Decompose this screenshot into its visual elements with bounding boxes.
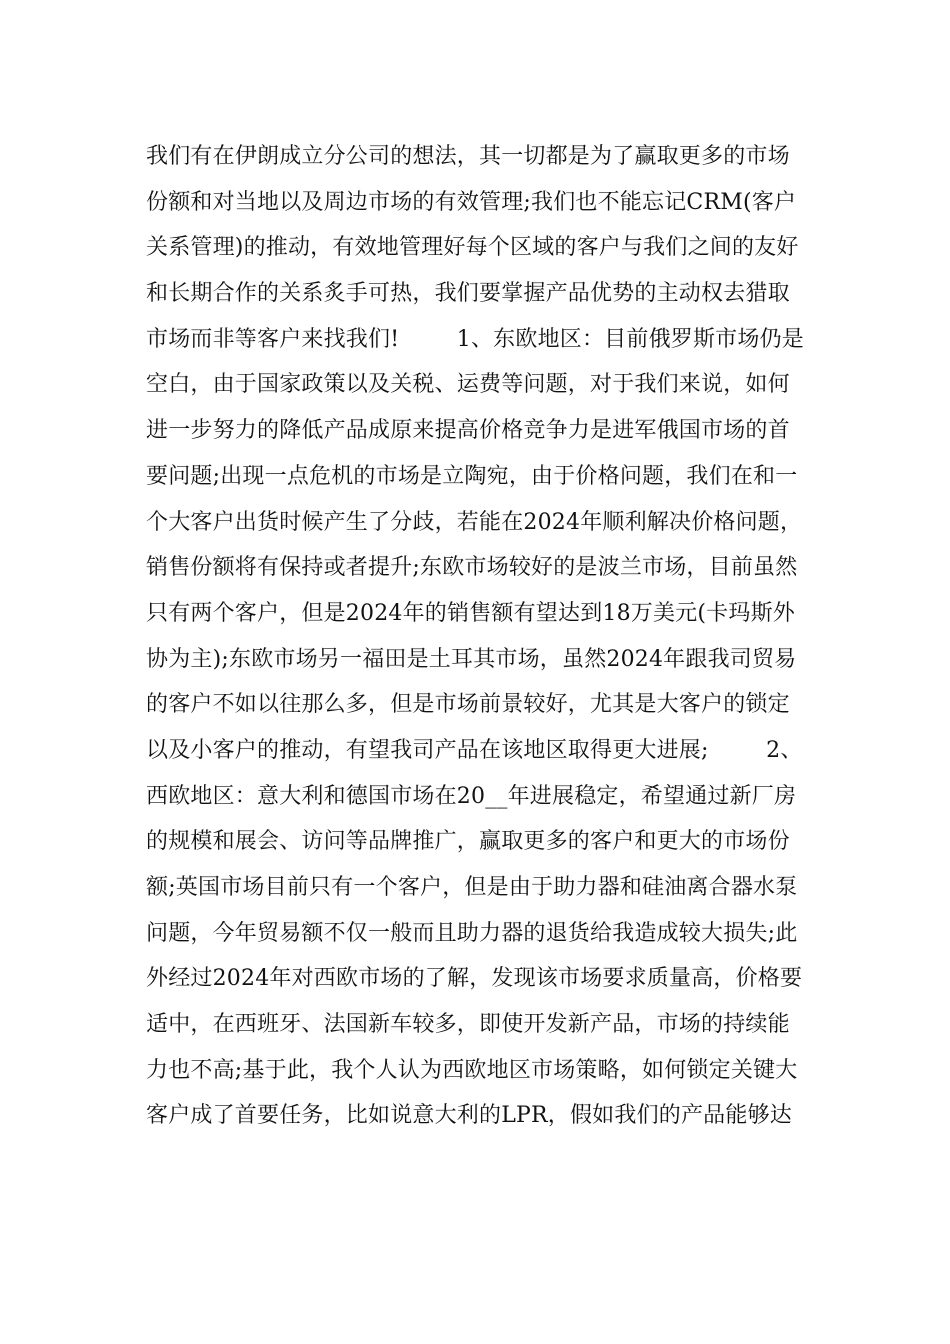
text-line: 要问题;出现一点危机的市场是立陶宛，由于价格问题，我们在和一 — [146, 463, 798, 489]
text-line: 关系管理)的推动，有效地管理好每个区域的客户与我们之间的友好 — [146, 235, 799, 261]
text-line: 以及小客户的推动，有望我司产品在该地区取得更大进展; 2、 — [146, 737, 803, 763]
text-line: 的客户不如以往那么多，但是市场前景较好，尤其是大客户的锁定 — [146, 692, 790, 718]
text-line: 额;英国市场目前只有一个客户，但是由于助力器和硅油离合器水泵 — [146, 875, 798, 900]
text-line: 个大客户出货时候产生了分歧，若能在2024年顺利解决价格问题， — [146, 509, 803, 535]
text-line: 客户成了首要任务，比如说意大利的LPR，假如我们的产品能够达 — [146, 1103, 792, 1129]
text-line: 力也不高;基于此，我个人认为西欧地区市场策略，如何锁定关键大 — [146, 1057, 798, 1083]
text-line: 西欧地区：意大利和德国市场在20__年进展稳定，希望通过新厂房 — [146, 783, 797, 809]
text-line: 市场而非等客户来找我们! 1、东欧地区：目前俄罗斯市场仍是 — [146, 326, 804, 352]
text-line: 适中，在西班牙、法国新车较多，即使开发新产品，市场的持续能 — [146, 1012, 790, 1038]
text-line: 问题，今年贸易额不仅一般而且助力器的退货给我造成较大损失;此 — [146, 920, 798, 946]
text-line: 销售份额将有保持或者提升;东欧市场较好的是波兰市场，目前虽然 — [146, 555, 798, 581]
text-line: 和长期合作的关系炙手可热，我们要掌握产品优势的主动权去猎取 — [146, 281, 790, 307]
text-line: 进一步努力的降低产品成原来提高价格竞争力是进军俄国市场的首 — [146, 418, 790, 444]
text-line: 外经过2024年对西欧市场的了解，发现该市场要求质量高，价格要 — [146, 966, 803, 992]
text-line: 份额和对当地以及周边市场的有效管理;我们也不能忘记CRM(客户 — [146, 189, 797, 215]
text-line: 空白，由于国家政策以及关税、运费等问题，对于我们来说，如何 — [146, 372, 790, 398]
text-line: 只有两个客户，但是2024年的销售额有望达到18万美元(卡玛斯外 — [146, 600, 795, 626]
body-text — [146, 134, 816, 1139]
text-line: 我们有在伊朗成立分公司的想法，其一切都是为了赢取更多的市场 — [146, 144, 790, 169]
text-line: 的规模和展会、访问等品牌推广，赢取更多的客户和更大的市场份 — [146, 829, 790, 855]
text-line: 协为主);东欧市场另一福田是土耳其市场，虽然2024年跟我司贸易 — [146, 646, 797, 672]
